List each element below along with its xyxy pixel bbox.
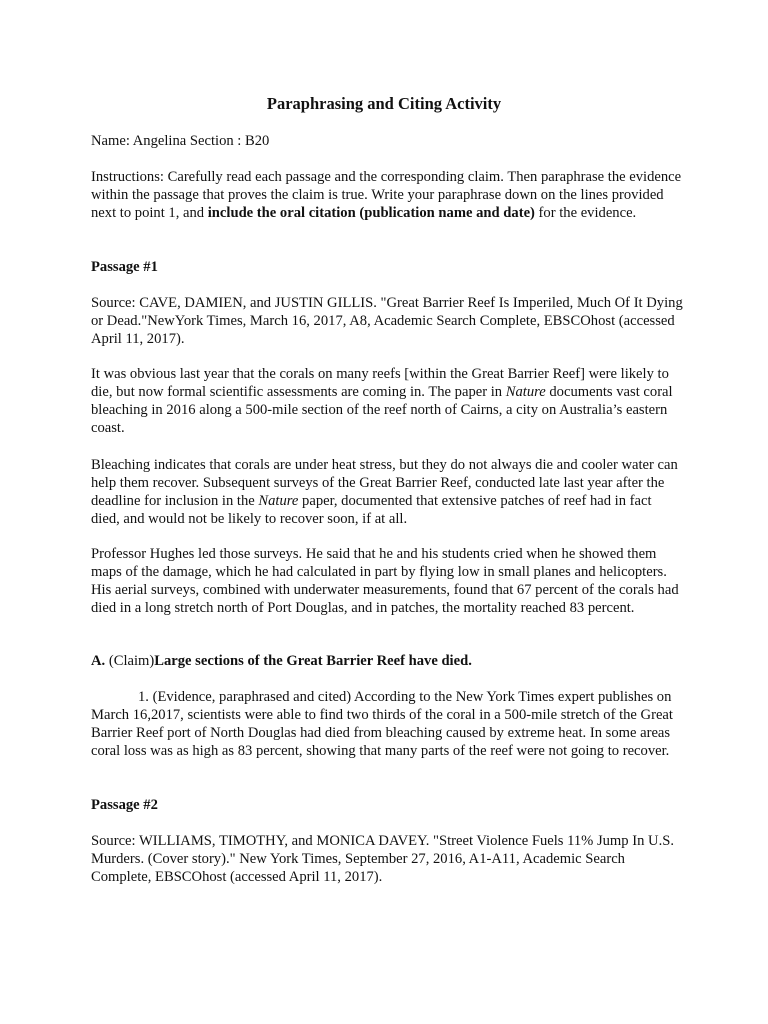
instructions-paragraph xyxy=(91,168,683,222)
passage1-heading xyxy=(91,258,683,276)
passage1-p1-text-a: It was obvious last year that the corals on many reefs [within the Great Barrier Reef] were likely to die, but now formal scientific assessments are coming in. The paper in xyxy=(91,366,669,400)
passage1-heading-text: Passage #1 xyxy=(91,259,158,275)
instructions-text-before: Instructions: Carefully read each passage and the corresponding claim. Then paraphrase the evidence within the passage that proves the claim is true. Write your paraphrase down on the lines provided next to point 1, and xyxy=(91,169,682,221)
instructions-bold-text: include the oral citation (publication name and date) xyxy=(207,205,535,221)
passage2-heading xyxy=(91,796,683,814)
passage1-p1-italic: Nature xyxy=(505,384,546,400)
claim-text: Large sections of the Great Barrier Reef have died. xyxy=(154,653,472,669)
passage1-p2-text-b: paper, documented that extensive patches of reef had in fact died, and would not be likely to recover soon, if at all. xyxy=(91,493,652,527)
passage2-source: Source: WILLIAMS, TIMOTHY, and MONICA DAVEY. "Street Violence Fuels 11% Jump In U.S. Murders. (Cover story)." New York Times, September 27, 2016, A1-A11, Academic Search Complete, EBSCOhost (accessed April 11, 2017). xyxy=(91,833,674,885)
passage1-p1-text-b: documents vast coral bleaching in 2016 along a 500-mile section of the reef north of Cairns, a city on Australia’s eastern coast. xyxy=(91,384,673,436)
passage1-paragraph-3: Professor Hughes led those surveys. He said that he and his students cried when he showed them maps of the damage, which he had calculated in part by flying low in small planes and helicopters. His aerial surveys, combined with underwater measurements, found that 67 percent of the corals had died in a long stretch north of Port Douglas, and in patches, the mortality reached 83 percent. xyxy=(91,546,679,616)
passage1-paragraph-2 xyxy=(91,456,683,528)
document-title: Paraphrasing and Citing Activity xyxy=(266,94,502,113)
claim-letter: A. xyxy=(91,653,106,669)
passage1-p2-italic: Nature xyxy=(258,493,299,509)
name-section-line: Name: Angelina Section : B20 xyxy=(91,133,270,149)
passage2-heading-text: Passage #2 xyxy=(91,797,158,813)
passage1-source: Source: CAVE, DAMIEN, and JUSTIN GILLIS. "Great Barrier Reef Is Imperiled, Much Of It Dying or Dead."NewYork Times, March 16, 2017, A8, Academic Search Complete, EBSCOhost (accessed April 11, 2017). xyxy=(91,295,683,347)
instructions-text-after: for the evidence. xyxy=(534,205,637,221)
evidence-paragraph: 1. (Evidence, paraphrased and cited) According to the New York Times expert publishes on March 16,2017, scientists were able to find two thirds of the coral in a 500-mile stretch of the Great Barrier Reef port of North Douglas had died from bleaching caused by extreme heat. In some areas coral loss was as high as 83 percent, showing that many parts of the reef were not going to recover. xyxy=(91,689,673,759)
claim-label: (Claim) xyxy=(105,653,155,669)
passage1-p2-text-a: Bleaching indicates that corals are under heat stress, but they do not always die and cooler water can help them recover. Subsequent surveys of the Great Barrier Reef, conducted late last year after the deadline for inclusion in the xyxy=(91,457,678,509)
passage1-paragraph-1 xyxy=(91,365,683,437)
claim-line xyxy=(91,652,683,670)
